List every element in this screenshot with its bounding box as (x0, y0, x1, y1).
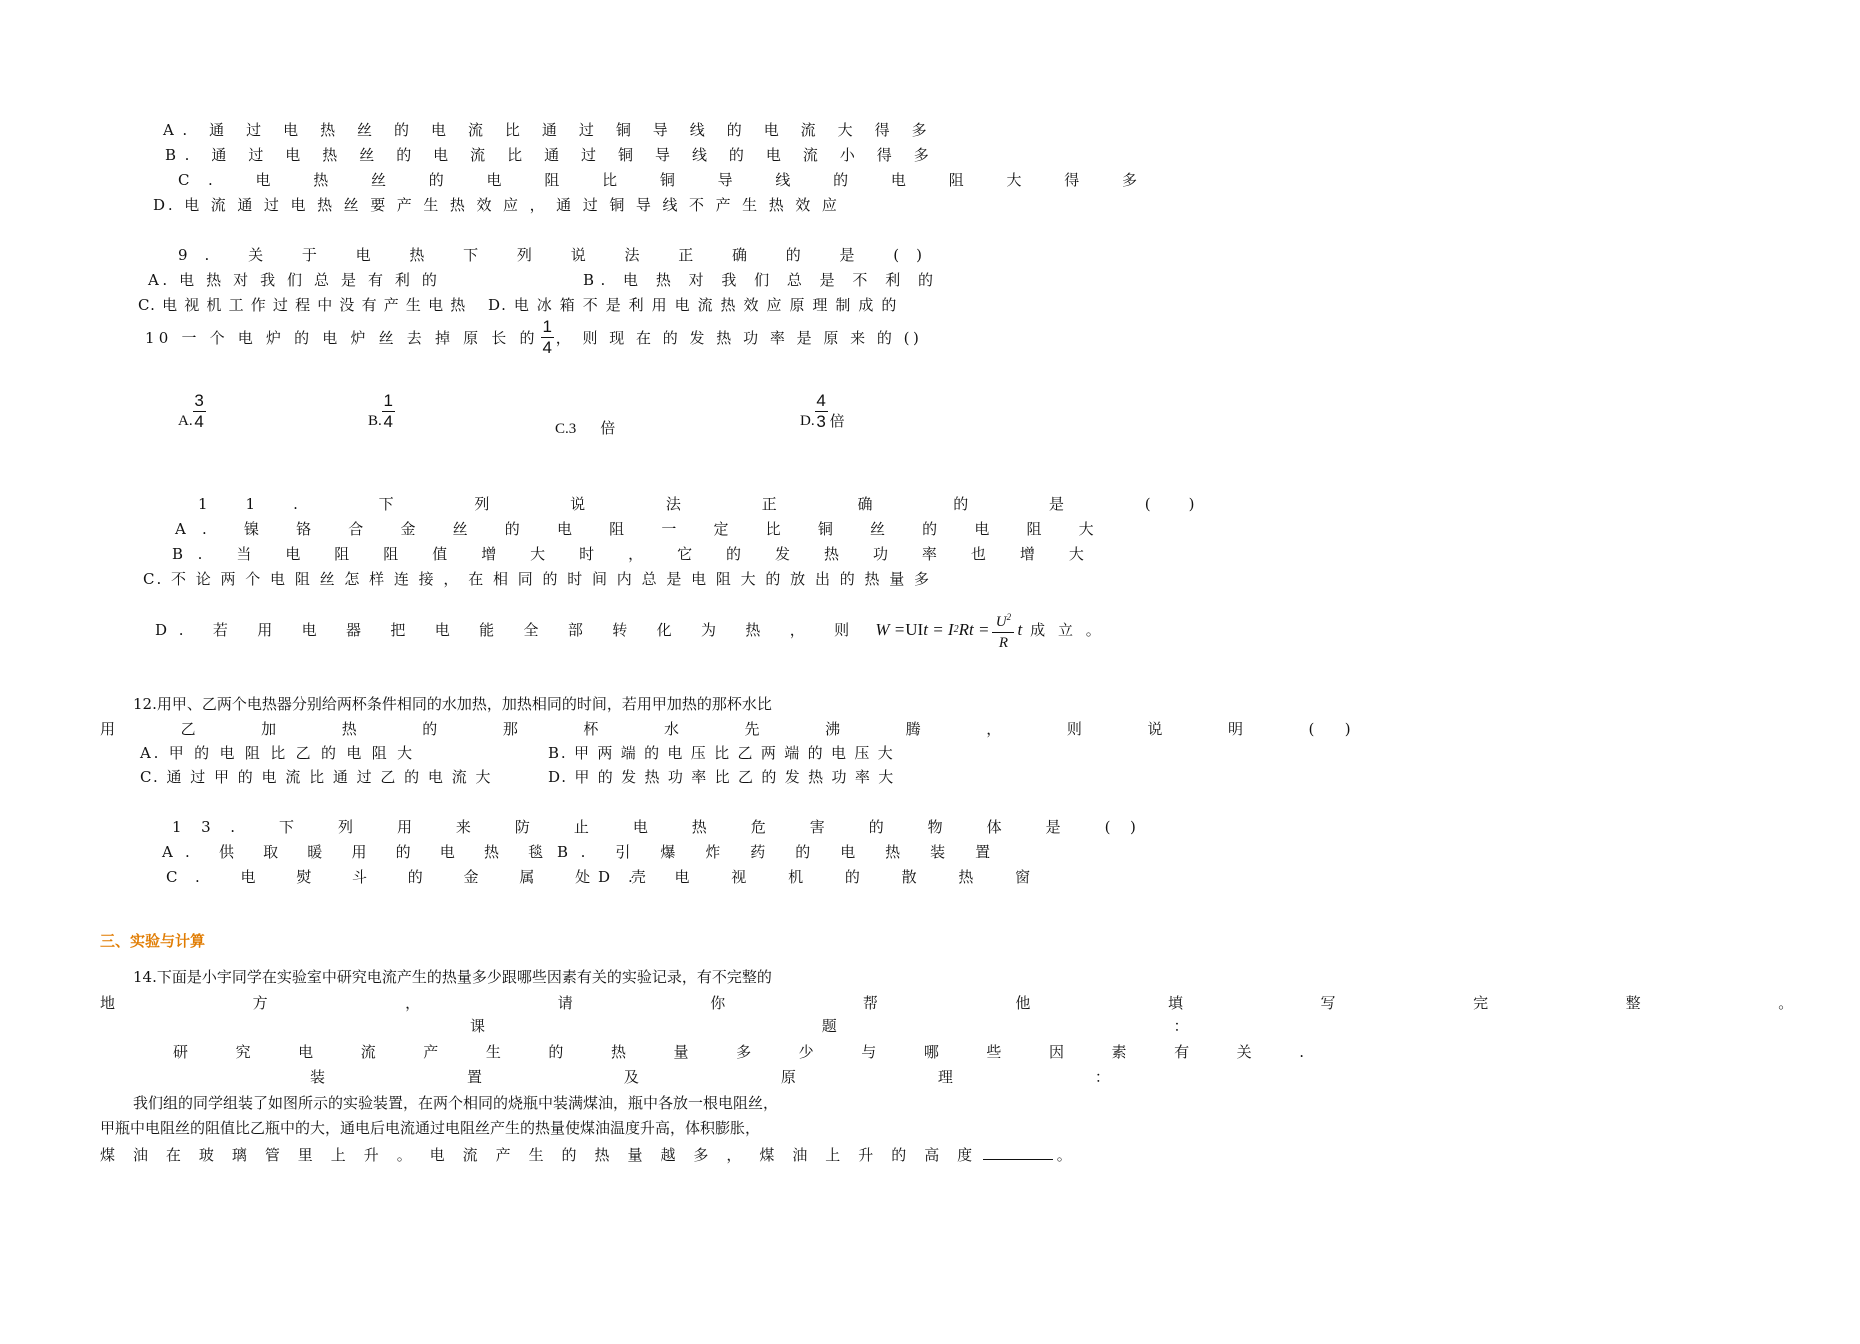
q11-option-d-text: D. 若 用 电 器 把 电 能 全 部 转 化 为 热 ， 则 (155, 621, 862, 639)
q14-para-line3 (100, 1143, 1072, 1165)
q11-option-c: C. 不 论 两 个 电 阻 丝 怎 样 连 接 ， 在 相 同 的 时 间 内 总 是 电 阻 大 的 放 出 的 热 量 多 (143, 570, 932, 588)
q14-line1: 14.下面是小宇同学在实验室中研究电流产生的热量多少跟哪些因素有关的实验记录，有不完整的 (133, 968, 772, 986)
q10-option-b-fraction (382, 392, 395, 431)
q12-line2-close: ) (1344, 720, 1351, 738)
q14-para-line2: 甲瓶中电阻丝的阻值比乙瓶中的大，通电后电流通过电阻丝产生的热量使煤油温度升高，体积膨胀， (100, 1119, 761, 1137)
q12-line2-text: 用 乙 加 热 的 那 杯 水 先 沸 腾 ， 则 说 明 ( (100, 720, 1345, 738)
q11-option-d-end: 成 立 。 (1030, 621, 1105, 639)
q13-option-b: B. 引 爆 炸 药 的 电 热 装 置 (557, 843, 1003, 861)
q10-option-b-label: B. (368, 413, 382, 429)
q12-option-a: A. 甲 的 电 阻 比 乙 的 电 阻 大 (140, 744, 415, 762)
q12-option-d: D. 甲 的 发 热 功 率 比 乙 的 发 热 功 率 大 (548, 768, 896, 786)
q8-option-a: A. 通 过 电 热 丝 的 电 流 比 通 过 铜 导 线 的 电 流 大 得 多 (163, 121, 936, 139)
q11-option-d (155, 608, 1105, 652)
q10-option-d-den: 3 (816, 412, 826, 431)
q8-option-d: D. 电 流 通 过 电 热 丝 要 产 生 热 效 应 ， 通 过 铜 导 线 不 产 生 热 效 应 (153, 196, 841, 214)
q8-option-b: B. 通 过 电 热 丝 的 电 流 比 通 过 铜 导 线 的 电 流 小 得 多 (165, 146, 938, 164)
q10-stem-before: 10 一 个 电 炉 的 电 炉 丝 去 掉 原 长 的 (145, 328, 539, 347)
q13-stem-close: ) (1130, 818, 1136, 836)
q10-option-a-fraction (193, 392, 206, 431)
q10-option-d-unit: 倍 (829, 412, 845, 430)
q11-option-d-formula: W = UI t = I 2 Rt = $\frac{U^2}{R}$ t (875, 612, 1023, 651)
section-heading: 三、实验与计算 (100, 932, 206, 950)
q11-option-b: B. 当 电 阻 阻 值 增 大 时 ， 它 的 发 热 功 率 也 增 大 (172, 545, 1099, 563)
q12-line1: 12.用甲、乙两个电热器分别给两杯条件相同的水加热，加热相同的时间，若用甲加热的那杯水比 (133, 695, 772, 713)
answer-blank[interactable] (983, 1143, 1053, 1160)
q10-option-a-label: A. (178, 413, 193, 429)
q10-option-b-den: 4 (383, 412, 393, 431)
q14-topic: 研 究 电 流 产 生 的 热 量 多 少 与 哪 些 因 素 有 关 . (173, 1043, 1326, 1061)
q9-stem (178, 245, 923, 265)
q10-stem-frac-den: 4 (542, 338, 552, 357)
q14-device-label: 装 置 及 原 理 ： (310, 1068, 1179, 1086)
q13-stem-text: 13. 下 列 用 来 防 止 电 热 危 害 的 物 体 是 ( (172, 818, 1131, 836)
q10-option-a-num: 3 (194, 391, 204, 410)
q13-stem (172, 817, 1136, 837)
q9-stem-close: ) (916, 246, 923, 264)
q14-topic-label: 课 题 ： (470, 1017, 1355, 1035)
q9-option-d: D. 电 冰 箱 不 是 利 用 电 流 热 效 应 原 理 制 成 的 (488, 296, 898, 314)
q11-stem-text: 11. 下 列 说 法 正 确 的 是 ( (198, 495, 1189, 513)
q10-stem (145, 317, 919, 357)
q14-para-line3-end: 。 (1056, 1146, 1072, 1164)
q10-option-a (178, 392, 206, 431)
q14-para-line3-text: 煤 油 在 玻 璃 管 里 上 升 。 电 流 产 生 的 热 量 越 多 ， 煤 油 上 升 的 高 度 (100, 1146, 979, 1164)
q10-option-b-num: 1 (383, 391, 393, 410)
q14-para-line1: 我们组的同学组装了如图所示的实验装置，在两个相同的烧瓶中装满煤油，瓶中各放一根电阻丝， (133, 1094, 779, 1112)
q11-option-a: A. 镍 铬 合 金 丝 的 电 阻 一 定 比 铜 丝 的 电 阻 大 (175, 520, 1110, 538)
q13-option-c: C. 电 熨 斗 的 金 属 处 壳 (166, 868, 664, 886)
q12-option-b: B. 甲 两 端 的 电 压 比 乙 两 端 的 电 压 大 (548, 744, 895, 762)
q11-stem (198, 494, 1195, 514)
q10-option-d (800, 392, 845, 431)
q10-option-c-label: C.3 (555, 421, 577, 437)
q10-option-d-num: 4 (816, 391, 826, 410)
q13-option-d: D. 电 视 机 的 散 热 窗 (598, 868, 1049, 886)
q10-stem-close: ) (913, 328, 919, 347)
q10-option-a-den: 4 (194, 412, 204, 431)
q10-option-c-unit: 倍 (600, 419, 616, 437)
q13-option-a: A. 供 取 暖 用 的 电 热 毯 (162, 843, 556, 861)
q8-option-c: C. 电 热 丝 的 电 阻 比 铜 导 线 的 电 阻 大 得 多 (178, 171, 1157, 189)
q10-stem-frac-num: 1 (542, 317, 552, 336)
q10-option-c (555, 418, 615, 439)
q9-option-c: C. 电 视 机 工 作 过 程 中 没 有 产 生 电 热 (138, 296, 467, 314)
q10-option-d-label: D. (800, 413, 815, 429)
q10-stem-after: ， 则 现 在 的 发 热 功 率 是 原 来 的 ( (555, 328, 914, 347)
q9-option-b: B. 电 热 对 我 们 总 是 不 利 的 (583, 271, 940, 289)
q10-option-d-fraction (815, 392, 828, 431)
q10-option-b (368, 392, 395, 431)
q14-line2: 地 方 ， 请 你 帮 他 填 写 完 整 。 (100, 994, 1860, 1012)
q9-stem-text: 9. 关 于 电 热 下 列 说 法 正 确 的 是 ( (178, 246, 917, 264)
q11-stem-close: ) (1188, 495, 1195, 513)
q12-option-c: C. 通 过 甲 的 电 流 比 通 过 乙 的 电 流 大 (140, 768, 493, 786)
q10-stem-fraction (541, 318, 554, 357)
q9-option-a: A. 电 热 对 我 们 总 是 有 利 的 (148, 271, 441, 289)
q12-line2 (100, 719, 1351, 739)
